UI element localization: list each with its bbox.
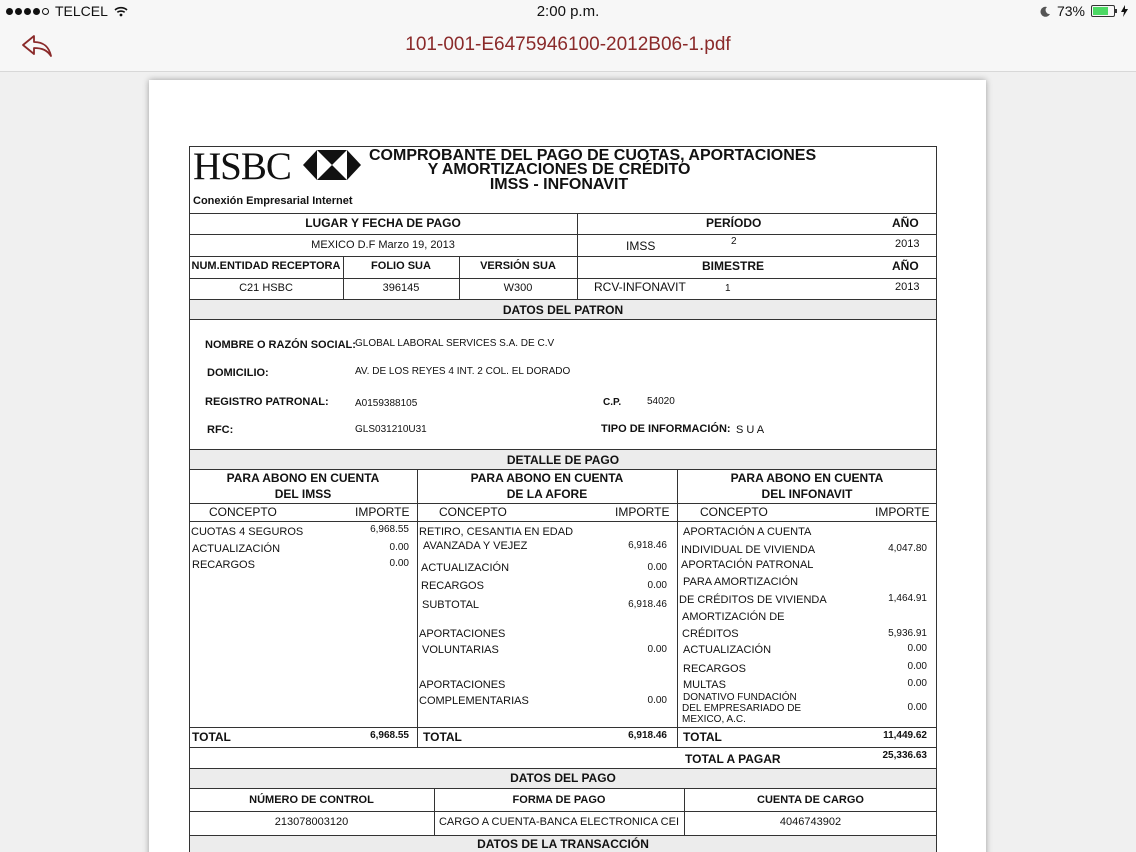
hsbc-logo-text: HSBC <box>193 145 291 188</box>
tipo-value: S U A <box>736 424 765 436</box>
infonavit-value-7: 0.00 <box>907 702 927 713</box>
num-entidad-value: C21 HSBC <box>239 282 293 294</box>
afore-line-2: AVANZADA Y VEJEZ <box>423 540 528 552</box>
forma-value: CARGO A CUENTA-BANCA ELECTRONICA CEI <box>438 816 679 828</box>
infonavit-value-6: 0.00 <box>907 678 927 689</box>
afore-line-5: SUBTOTAL <box>422 599 480 611</box>
status-time: 2:00 p.m. <box>536 3 600 20</box>
periodo-header: PERÍODO <box>706 216 762 230</box>
afore-title-2: DE LA AFORE <box>506 487 588 501</box>
imss-title-2: DEL IMSS <box>274 487 332 501</box>
battery-icon <box>1091 5 1115 17</box>
folio-header: FOLIO SUA <box>371 260 431 272</box>
cp-value: 54020 <box>647 396 675 407</box>
detalle-header: DETALLE DE PAGO <box>506 453 620 467</box>
afore-value-1: 6,918.46 <box>628 540 667 551</box>
afore-total-value: 6,918.46 <box>628 730 667 741</box>
infonavit-total-label: TOTAL <box>683 730 722 744</box>
infonavit-line-5: DE CRÉDITOS DE VIVIENDA <box>679 594 827 606</box>
total-pagar-label: TOTAL A PAGAR <box>685 752 781 766</box>
imss-row-2-value: 0.00 <box>389 542 409 553</box>
afore-line-4: RECARGOS <box>421 580 484 592</box>
title-line-3: IMSS - INFONAVIT <box>489 176 629 193</box>
imss-row-1-label: CUOTAS 4 SEGUROS <box>191 526 304 538</box>
imss-total-value: 6,968.55 <box>370 730 409 741</box>
bimestre-label: RCV-INFONAVIT <box>594 280 686 294</box>
infonavit-line-11: DONATIVO FUNDACIÓN <box>683 692 797 703</box>
version-value: W300 <box>503 282 533 294</box>
nombre-value: GLOBAL LABORAL SERVICES S.A. DE C.V <box>355 338 555 349</box>
infonavit-value-2: 1,464.91 <box>888 593 927 604</box>
afore-line-8: APORTACIONES <box>419 679 506 691</box>
subbrand: Conexión Empresarial Internet <box>193 195 353 207</box>
nav-bar <box>0 22 1136 72</box>
control-header: NÚMERO DE CONTROL <box>249 794 374 806</box>
imss-row-1-value: 6,968.55 <box>370 524 409 535</box>
document-title: 101-001-E6475946100-2012B06-1.pdf <box>405 34 731 55</box>
detalle-box <box>189 469 937 769</box>
afore-line-3: ACTUALIZACIÓN <box>421 562 510 574</box>
total-pagar-value: 25,336.63 <box>882 750 927 761</box>
bimestre-anio: 2013 <box>895 281 920 293</box>
folio-value: 396145 <box>382 282 420 294</box>
anio2-header: AÑO <box>892 259 919 273</box>
afore-value-3: 0.00 <box>647 580 667 591</box>
domicilio-label: DOMICILIO: <box>207 367 269 379</box>
anio-header: AÑO <box>892 216 919 230</box>
periodo-value: 2 <box>731 236 737 247</box>
pdf-viewer[interactable] <box>0 72 1136 852</box>
status-right <box>1040 3 1128 19</box>
afore-title-1: PARA ABONO EN CUENTA <box>470 471 624 485</box>
cp-label: C.P. <box>603 397 622 408</box>
afore-total-label: TOTAL <box>423 730 462 744</box>
transaccion-header: DATOS DE LA TRANSACCIÓN <box>477 837 649 851</box>
imss-title-1: PARA ABONO EN CUENTA <box>226 471 380 485</box>
infonavit-line-4: PARA AMORTIZACIÓN <box>683 576 799 588</box>
forma-header: FORMA DE PAGO <box>512 794 606 806</box>
afore-line-1: RETIRO, CESANTIA EN EDAD <box>419 526 574 538</box>
afore-line-7: VOLUNTARIAS <box>422 644 499 656</box>
afore-line-9: COMPLEMENTARIAS <box>419 695 529 707</box>
num-entidad-header: NUM.ENTIDAD RECEPTORA <box>191 260 341 272</box>
title-line-2: Y AMORTIZACIONES DE CRÉDITO <box>427 161 691 178</box>
infonavit-total-value: 11,449.62 <box>883 730 927 741</box>
infonavit-value-3: 5,936.91 <box>888 628 927 639</box>
charging-icon <box>1121 5 1128 17</box>
afore-value-6: 0.00 <box>647 695 667 706</box>
battery-percent: 73% <box>1056 3 1085 19</box>
infonavit-importe: IMPORTE <box>875 505 930 519</box>
registro-label: REGISTRO PATRONAL: <box>205 396 329 408</box>
tipo-label: TIPO DE INFORMACIÓN: <box>601 423 731 435</box>
imss-row-3-value: 0.00 <box>389 558 409 569</box>
imss-total-label: TOTAL <box>192 730 231 744</box>
infonavit-value-4: 0.00 <box>907 643 927 654</box>
imss-concepto: CONCEPTO <box>209 505 277 519</box>
infonavit-line-13: MEXICO, A.C. <box>682 714 746 725</box>
rfc-value: GLS031210U31 <box>355 424 427 435</box>
infonavit-line-1: APORTACIÓN A CUENTA <box>683 526 812 538</box>
title-line-1: COMPROBANTE DEL PAGO DE CUOTAS, APORTACIONES <box>369 147 817 164</box>
afore-value-2: 0.00 <box>647 562 667 573</box>
infonavit-title-1: PARA ABONO EN CUENTA <box>730 471 884 485</box>
imss-row-2-label: ACTUALIZACIÓN <box>192 543 281 555</box>
infonavit-value-5: 0.00 <box>907 661 927 672</box>
rfc-label: RFC: <box>207 424 234 436</box>
infonavit-value-1: 4,047.80 <box>888 543 927 554</box>
afore-value-4: 6,918.46 <box>628 599 667 610</box>
afore-line-6: APORTACIONES <box>419 628 506 640</box>
infonavit-line-3: APORTACIÓN PATRONAL <box>681 559 814 571</box>
bimestre-header: BIMESTRE <box>702 259 765 273</box>
infonavit-title-2: DEL INFONAVIT <box>761 487 853 501</box>
pdf-page <box>149 80 986 852</box>
control-value: 213078003120 <box>274 816 349 828</box>
registro-value: A0159388105 <box>355 398 418 409</box>
infonavit-line-6: AMORTIZACIÓN DE <box>682 611 785 623</box>
afore-importe: IMPORTE <box>615 505 670 519</box>
carrier-label: TELCEL <box>55 3 108 19</box>
patron-header: DATOS DEL PATRON <box>502 303 624 317</box>
infonavit-line-9: RECARGOS <box>683 663 746 675</box>
cuenta-header: CUENTA DE CARGO <box>757 794 864 806</box>
afore-value-5: 0.00 <box>647 644 667 655</box>
periodo-label: IMSS <box>626 239 656 253</box>
infonavit-line-7: CRÉDITOS <box>682 628 739 640</box>
cuenta-value: 4046743902 <box>779 816 842 828</box>
infonavit-line-8: ACTUALIZACIÓN <box>683 644 772 656</box>
infonavit-line-12: DEL EMPRESARIADO DE <box>682 703 802 714</box>
periodo-anio: 2013 <box>895 238 920 250</box>
infonavit-line-10: MULTAS <box>683 679 726 691</box>
lugar-value: MEXICO D.F Marzo 19, 2013 <box>311 239 455 251</box>
nombre-label: NOMBRE O RAZÓN SOCIAL: <box>205 339 356 351</box>
infonavit-concepto: CONCEPTO <box>700 505 768 519</box>
moon-icon <box>1040 6 1051 17</box>
status-bar <box>0 0 1136 22</box>
pago-header: DATOS DEL PAGO <box>510 771 616 785</box>
bimestre-value: 1 <box>725 283 731 294</box>
hsbc-hexagon-logo <box>303 150 361 180</box>
version-header: VERSIÓN SUA <box>480 260 556 272</box>
afore-concepto: CONCEPTO <box>439 505 507 519</box>
imss-row-3-label: RECARGOS <box>192 559 255 571</box>
infonavit-line-2: INDIVIDUAL DE VIVIENDA <box>681 544 816 556</box>
imss-importe: IMPORTE <box>355 505 410 519</box>
lugar-header: LUGAR Y FECHA DE PAGO <box>305 216 461 230</box>
domicilio-value: AV. DE LOS REYES 4 INT. 2 COL. EL DORADO <box>355 366 571 377</box>
